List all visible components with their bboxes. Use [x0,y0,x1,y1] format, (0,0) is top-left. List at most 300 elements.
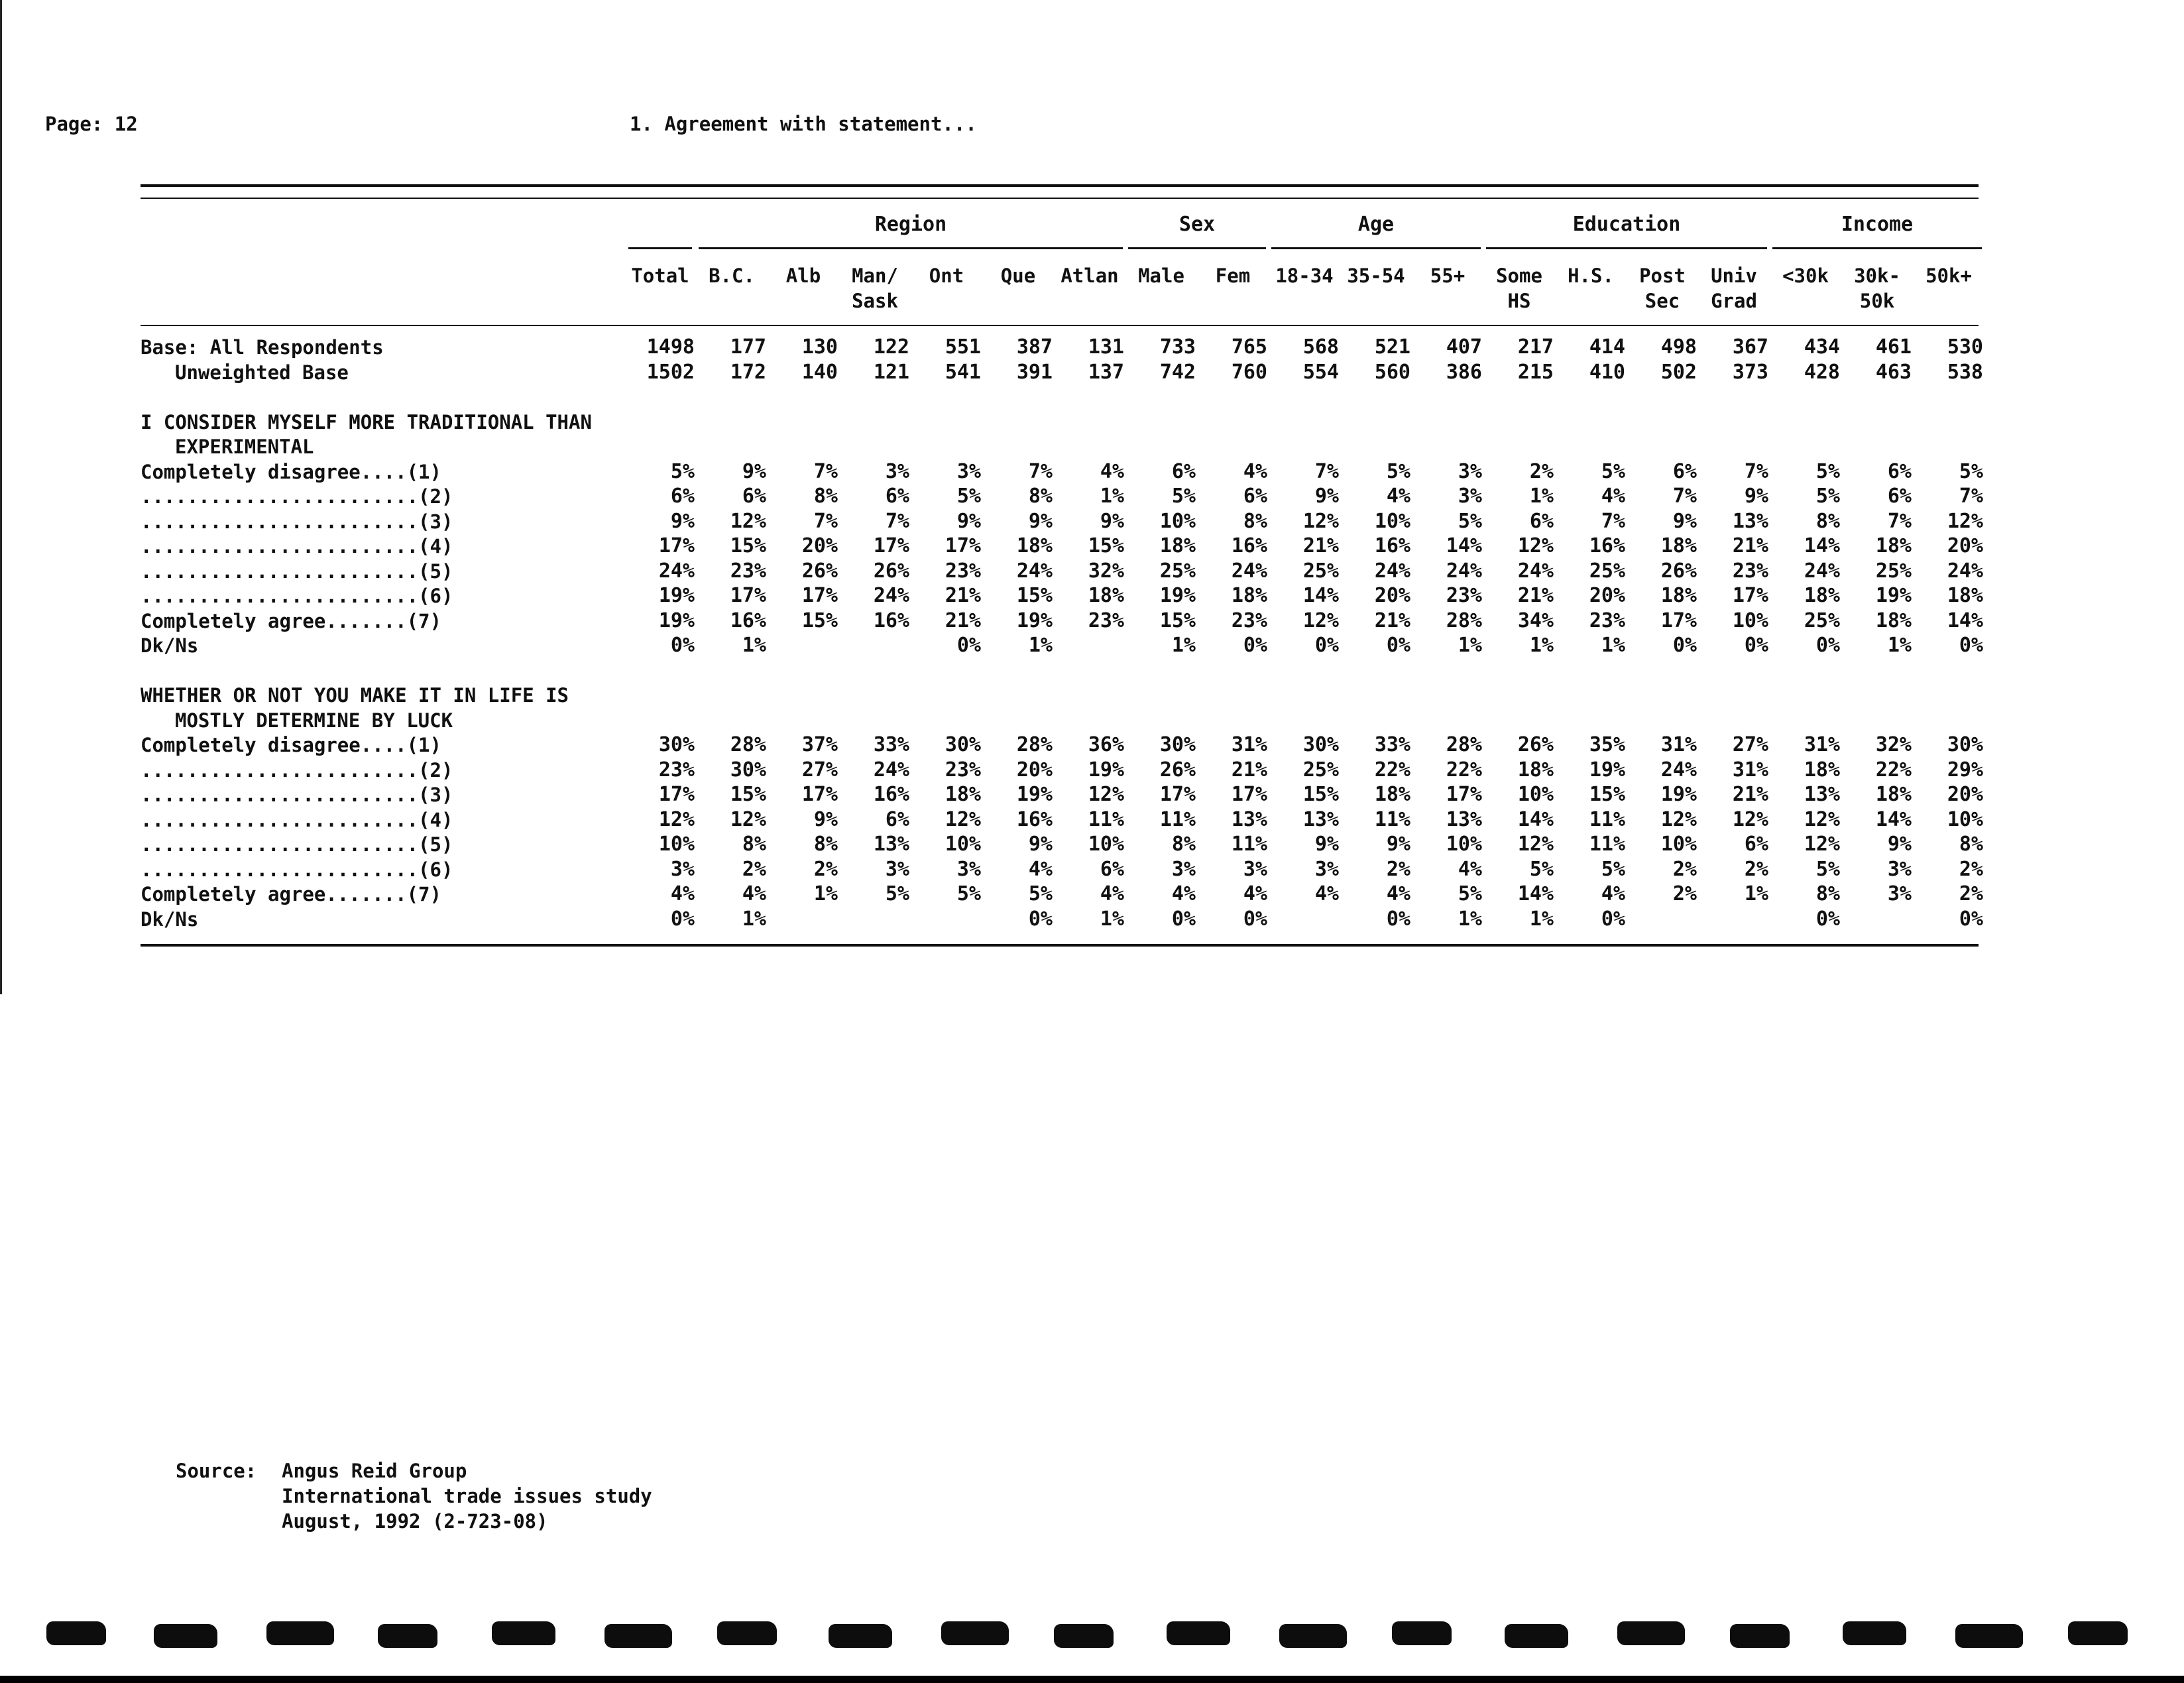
table-cell: 6% [1887,459,1912,483]
table-cell: 19% [658,584,695,607]
table-cell: 11% [1231,833,1267,856]
binding-mark [717,1621,777,1645]
table-cell: 172 [730,360,766,384]
table-cell: 12% [1302,609,1339,632]
table-cell: 18% [1374,783,1410,806]
table-cell: 502 [1660,360,1697,384]
table-cell: 21% [1374,609,1410,632]
table-cell: 30% [658,733,695,756]
source-line: International trade issues study [282,1485,652,1507]
table-cell: 1% [1887,634,1912,657]
row-label: Base: All Respondents [141,336,384,359]
group-underline [1128,247,1266,249]
table-cell: 14% [1517,882,1554,905]
table-cell: 7% [885,509,909,533]
table-cell: 30% [1302,733,1339,756]
table-cell: 1% [813,882,838,905]
row-label: EXPERIMENTAL [175,435,314,458]
binding-mark [1505,1624,1568,1648]
row-label: Completely agree.......(7) [141,883,441,905]
table-cell: 1% [742,907,766,931]
table-cell: 8% [1815,882,1840,905]
table-cell: 12% [658,807,695,831]
row-label: I CONSIDER MYSELF MORE TRADITIONAL THAN [141,410,592,434]
source-label: Source: [176,1460,257,1482]
table-cell: 14% [1517,807,1554,831]
table-cell: 23% [658,758,695,782]
table-cell: 16% [1231,534,1267,557]
column-header [626,263,695,288]
table-cell: 17% [658,783,695,806]
table-cell: 16% [873,783,909,806]
table-cell: 0% [1386,634,1410,657]
scan-edge-left [0,0,2,994]
table-cell: 24% [1231,559,1267,583]
table-cell: 122 [873,335,909,359]
table-cell: 0% [1959,634,1983,657]
table-cell: 17% [801,783,838,806]
table-cell: 10% [1517,783,1554,806]
table-cell: 765 [1231,335,1267,359]
table-cell: 11% [1589,807,1625,831]
table-cell: 1% [1171,634,1196,657]
table-cell: 5% [956,882,981,905]
column-header-line: 35-54 [1347,264,1405,287]
table-cell: 131 [1088,335,1124,359]
table-cell: 18% [1875,783,1912,806]
table-cell: 25% [1589,559,1625,583]
row-label: Completely disagree....(1) [141,460,441,483]
column-header [984,263,1053,288]
table-cell: 26% [1517,733,1554,756]
table-cell: 1% [1100,907,1124,931]
table-cell: 10% [1732,609,1768,632]
table-cell: 23% [1732,559,1768,583]
table-cell: 1% [1458,634,1482,657]
column-header [1413,263,1482,288]
column-header-line: Post [1639,264,1686,287]
binding-mark [266,1621,334,1645]
table-cell: 32% [1875,733,1912,756]
table-cell: 5% [1171,485,1196,508]
table-cell: 19% [1660,783,1697,806]
table-cell: 17% [730,584,766,607]
table-cell: 1498 [646,335,695,359]
table-cell: 11% [1159,807,1196,831]
table-cell: 19% [1016,783,1053,806]
row-label: Completely disagree....(1) [141,734,441,756]
table-cell: 20% [1374,584,1410,607]
row-label: MOSTLY DETERMINE BY LUCK [175,709,453,732]
table-cell: 11% [1088,807,1124,831]
table-cell: 2% [1959,857,1983,881]
table-cell: 2% [742,857,766,881]
table-cell: 19% [1016,609,1053,632]
table-cell: 28% [1446,733,1482,756]
table-cell: 3% [1458,459,1482,483]
column-header [1771,263,1840,288]
table-cell: 17% [1159,783,1196,806]
group-underline [1271,247,1481,249]
table-cell: 17% [658,534,695,557]
table-cell: 22% [1875,758,1912,782]
table-cell: 10% [1159,509,1196,533]
row-label: ........................(6) [141,585,453,607]
scan-edge-bottom [0,1676,2184,1683]
table-cell: 1% [1744,882,1768,905]
column-header [1485,263,1554,314]
column-header-line: Fem [1215,264,1251,287]
column-header-line: 30k- [1854,264,1900,287]
table-cell: 24% [1374,559,1410,583]
group-underline [1486,247,1767,249]
column-header [1843,263,1912,314]
table-cell: 20% [1947,534,1983,557]
table-cell: 2% [1959,882,1983,905]
table-cell: 19% [1875,584,1912,607]
row-label: ........................(2) [141,758,453,782]
binding-mark [2068,1621,2128,1645]
table-cell: 26% [1159,758,1196,782]
source-line: August, 1992 (2-723-08) [282,1510,548,1533]
table-cell: 387 [1016,335,1053,359]
table-cell: 27% [1732,733,1768,756]
table-cell: 24% [1016,559,1053,583]
table-cell: 8% [1243,509,1267,533]
table-cell: 5% [1601,459,1625,483]
table-cell: 10% [1374,509,1410,533]
table-cell: 6% [1243,485,1267,508]
column-header-line: Que [1000,264,1036,287]
table-cell: 498 [1660,335,1697,359]
table-cell: 21% [1732,783,1768,806]
table-cell: 21% [1517,584,1554,607]
binding-mark [604,1624,672,1648]
table-cell: 19% [658,609,695,632]
binding-mark [941,1621,1009,1645]
table-cell: 10% [1088,833,1124,856]
table-cell: 15% [1589,783,1625,806]
table-cell: 23% [1589,609,1625,632]
table-cell: 12% [1517,534,1554,557]
table-cell: 760 [1231,360,1267,384]
column-header [1127,263,1196,288]
table-cell: 463 [1875,360,1912,384]
table-cell: 23% [945,758,981,782]
table-cell: 12% [1947,509,1983,533]
table-cell: 6% [1100,857,1124,881]
table-cell: 24% [873,758,909,782]
table-cell: 9% [813,807,838,831]
table-cell: 26% [873,559,909,583]
table-cell: 2% [1386,857,1410,881]
row-label: ........................(3) [141,510,453,533]
table-cell: 24% [873,584,909,607]
table-cell: 4% [1028,857,1053,881]
row-label: ........................(4) [141,535,453,557]
table-cell: 0% [1959,907,1983,931]
table-cell: 18% [1875,534,1912,557]
table-cell: 3% [1171,857,1196,881]
row-label: Completely agree.......(7) [141,609,441,632]
table-cell: 20% [801,534,838,557]
table-cell: 3% [885,459,909,483]
table-cell: 32% [1088,559,1124,583]
table-cell: 2% [1529,459,1554,483]
table-cell: 20% [1016,758,1053,782]
column-header-line: Univ [1711,264,1757,287]
table-cell: 4% [742,882,766,905]
row-label: WHETHER OR NOT YOU MAKE IT IN LIFE IS [141,684,569,707]
table-cell: 30% [1159,733,1196,756]
table-cell: 17% [873,534,909,557]
table-cell: 35% [1589,733,1625,756]
table-cell: 10% [658,833,695,856]
source-note [176,1458,652,1534]
table-cell: 386 [1446,360,1482,384]
table-cell: 3% [956,459,981,483]
table-cell: 24% [658,559,695,583]
table-cell: 14% [1875,807,1912,831]
table-cell: 8% [813,833,838,856]
table-cell: 2% [1672,882,1697,905]
row-label: Dk/Ns [141,907,199,931]
table-cell: 17% [945,534,981,557]
binding-mark [154,1624,217,1648]
table-cell: 4% [1386,882,1410,905]
table-cell: 4% [1458,857,1482,881]
table-cell: 14% [1446,534,1482,557]
table-cell: 0% [1028,907,1053,931]
table-cell: 6% [885,485,909,508]
column-header [1055,263,1124,288]
table-cell: 2% [1744,857,1768,881]
table-cell: 14% [1947,609,1983,632]
column-header [912,263,981,288]
column-header [1270,263,1339,288]
table-cell: 2% [813,857,838,881]
table-cell: 15% [1088,534,1124,557]
table-cell: 18% [1231,584,1267,607]
table-cell: 5% [1601,857,1625,881]
table-cell: 434 [1804,335,1840,359]
group-underline [1772,247,1982,249]
table-cell: 30% [945,733,981,756]
group-underline [628,247,692,249]
table-cell: 551 [945,335,981,359]
table-cell: 28% [1016,733,1053,756]
table-cell: 9% [1386,833,1410,856]
table-cell: 9% [1028,833,1053,856]
table-cell: 36% [1088,733,1124,756]
table-cell: 530 [1947,335,1983,359]
table-cell: 9% [1314,485,1339,508]
table-cell: 28% [730,733,766,756]
page-number: Page: 12 [45,113,138,135]
table-cell: 0% [1171,907,1196,931]
table-cell: 9% [1744,485,1768,508]
table-cell: 31% [1660,733,1697,756]
row-label: ........................(5) [141,833,453,856]
table-cell: 31% [1231,733,1267,756]
table-cell: 12% [1302,509,1339,533]
table-cell: 0% [1672,634,1697,657]
table-cell: 0% [670,907,695,931]
table-cell: 0% [1386,907,1410,931]
table-cell: 1% [1529,485,1554,508]
column-header-line: Some [1496,264,1542,287]
table-cell: 1% [1458,907,1482,931]
top-rule [141,184,1979,187]
column-header-line: HS [1507,290,1531,312]
table-cell: 9% [742,459,766,483]
group-header: Age [1357,213,1395,236]
table-cell: 6% [1171,459,1196,483]
table-cell: 18% [1660,534,1697,557]
table-cell: 21% [945,584,981,607]
table-cell: 3% [670,857,695,881]
table-cell: 3% [885,857,909,881]
table-cell: 9% [1887,833,1912,856]
table-cell: 23% [730,559,766,583]
table-cell: 12% [1517,833,1554,856]
column-header-line: <30k [1782,264,1829,287]
table-cell: 12% [1088,783,1124,806]
table-cell: 5% [1815,857,1840,881]
column-header-line: B.C. [709,264,755,287]
table-cell: 12% [730,509,766,533]
table-cell: 16% [1374,534,1410,557]
table-cell: 137 [1088,360,1124,384]
table-cell: 19% [1589,758,1625,782]
table-cell: 15% [801,609,838,632]
table-cell: 7% [1887,509,1912,533]
row-label: ........................(6) [141,858,453,881]
row-label: ........................(2) [141,485,453,508]
table-cell: 25% [1804,609,1840,632]
table-cell: 407 [1446,335,1482,359]
table-cell: 13% [1804,783,1840,806]
group-underline [699,247,1123,249]
table-cell: 4% [1601,882,1625,905]
table-cell: 23% [945,559,981,583]
table-cell: 10% [1660,833,1697,856]
table-cell: 461 [1875,335,1912,359]
column-header-line: Ont [929,264,964,287]
table-cell: 13% [1732,509,1768,533]
table-cell: 4% [1243,882,1267,905]
table-cell: 367 [1732,335,1768,359]
table-cell: 15% [1159,609,1196,632]
table-cell: 4% [1100,882,1124,905]
table-cell: 16% [873,609,909,632]
table-cell: 18% [945,783,981,806]
table-cell: 8% [1959,833,1983,856]
column-header-line: Sec [1644,290,1680,312]
binding-mark [829,1624,892,1648]
row-label: ........................(3) [141,783,453,806]
column-header-line: Total [631,264,689,287]
table-cell: 4% [1100,459,1124,483]
column-header [840,263,909,314]
table-cell: 19% [1159,584,1196,607]
binding-mark [1279,1624,1347,1648]
row-label: Dk/Ns [141,634,199,657]
row-label: ........................(5) [141,559,453,583]
table-cell: 4% [1386,485,1410,508]
table-cell: 23% [1231,609,1267,632]
table-cell: 13% [1231,807,1267,831]
table-cell: 17% [801,584,838,607]
table-cell: 568 [1302,335,1339,359]
table-cell: 10% [945,833,981,856]
table-cell: 31% [1804,733,1840,756]
group-header: Income [1841,213,1914,236]
table-cell: 0% [956,634,981,657]
table-cell: 26% [1660,559,1697,583]
table-cell: 1% [1028,634,1053,657]
table-cell: 18% [1660,584,1697,607]
table-cell: 4% [1314,882,1339,905]
table-cell: 29% [1947,758,1983,782]
table-cell: 30% [730,758,766,782]
binding-mark [1392,1621,1452,1645]
table-cell: 14% [1804,534,1840,557]
table-cell: 15% [730,534,766,557]
table-cell: 391 [1016,360,1053,384]
table-cell: 33% [873,733,909,756]
table-cell: 5% [1959,459,1983,483]
table-cell: 0% [1815,907,1840,931]
top-rule-2 [141,198,1979,199]
table-cell: 0% [1815,634,1840,657]
table-cell: 34% [1517,609,1554,632]
table-cell: 733 [1159,335,1196,359]
column-header [1628,263,1697,314]
table-cell: 9% [956,509,981,533]
table-cell: 9% [1314,833,1339,856]
table-cell: 1% [1529,907,1554,931]
table-cell: 37% [801,733,838,756]
table-cell: 16% [1016,807,1053,831]
table-cell: 30% [1947,733,1983,756]
table-cell: 6% [1887,485,1912,508]
table-cell: 5% [1028,882,1053,905]
table-cell: 0% [670,634,695,657]
table-cell: 5% [1815,459,1840,483]
table-cell: 5% [1386,459,1410,483]
column-header-line: 18-34 [1275,264,1334,287]
table-cell: 3% [1243,857,1267,881]
table-cell: 0% [1314,634,1339,657]
table-cell: 27% [801,758,838,782]
table-cell: 554 [1302,360,1339,384]
table-cell: 8% [1171,833,1196,856]
table-cell: 33% [1374,733,1410,756]
table-cell: 15% [730,783,766,806]
table-cell: 5% [670,459,695,483]
table-cell: 7% [1744,459,1768,483]
table-cell: 16% [730,609,766,632]
table-cell: 25% [1302,559,1339,583]
column-header-line: Sask [852,290,898,312]
table-cell: 9% [670,509,695,533]
table-cell: 6% [670,485,695,508]
column-header [769,263,838,288]
table-cell: 12% [730,807,766,831]
table-cell: 6% [1744,833,1768,856]
table-cell: 24% [1660,758,1697,782]
